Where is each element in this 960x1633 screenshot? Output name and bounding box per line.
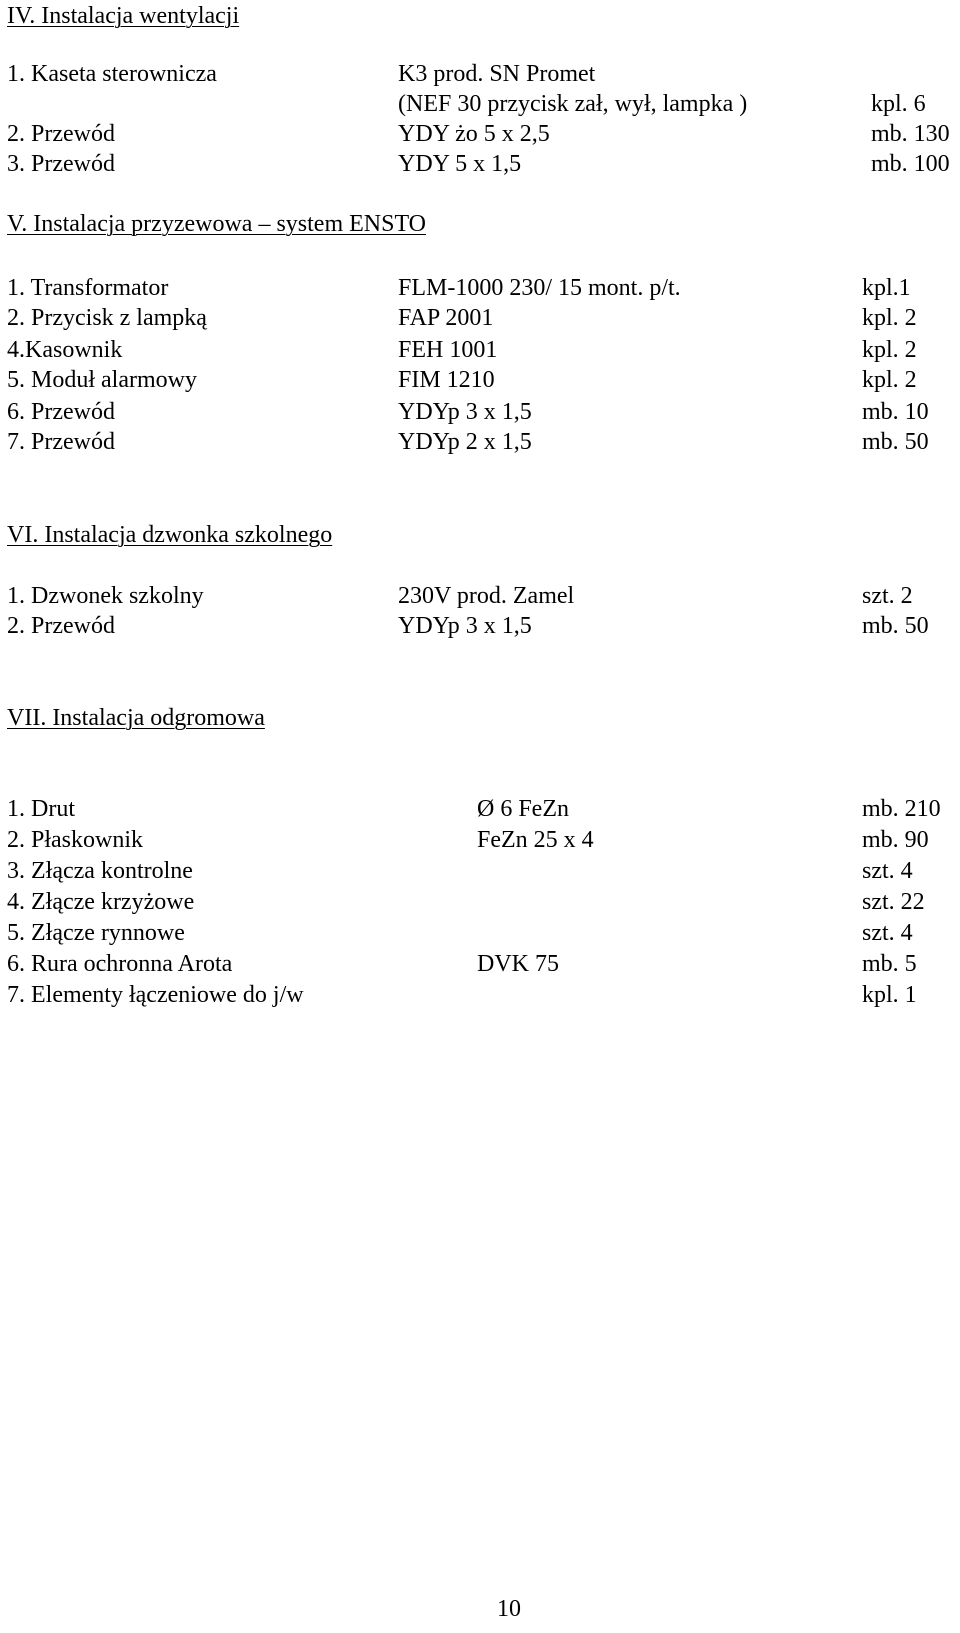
item-name: 6. Przewód (7, 399, 115, 425)
list-item (0, 580, 960, 612)
item-qty: kpl. 1 (862, 982, 917, 1008)
item-name: 7. Przewód (7, 429, 115, 455)
item-qty: kpl. 2 (862, 367, 917, 393)
item-qty: mb. 130 (871, 121, 950, 147)
item-name: 4.Kasownik (7, 337, 123, 363)
item-qty: szt. 22 (862, 889, 925, 915)
list-item (0, 396, 960, 428)
item-spec: FIM 1210 (398, 367, 495, 393)
list-item (0, 334, 960, 366)
item-spec: YDY żo 5 x 2,5 (398, 121, 550, 147)
item-qty: szt. 2 (862, 583, 913, 609)
list-item (0, 58, 960, 90)
list-item (0, 886, 960, 918)
item-name: 7. Elementy łączeniowe do j/w (7, 982, 304, 1008)
item-name: 1. Transformator (7, 275, 169, 301)
item-qty: szt. 4 (862, 858, 913, 884)
item-spec: FAP 2001 (398, 305, 494, 331)
list-item (0, 272, 960, 304)
item-name: 5. Moduł alarmowy (7, 367, 197, 393)
item-spec: FeZn 25 x 4 (477, 827, 594, 853)
list-item (0, 118, 960, 150)
list-item (0, 302, 960, 334)
item-qty: mb. 10 (862, 399, 929, 425)
item-qty: mb. 50 (862, 613, 929, 639)
item-spec: YDYp 3 x 1,5 (398, 613, 532, 639)
item-qty: kpl.1 (862, 275, 911, 301)
item-spec: K3 prod. SN Promet (398, 61, 596, 87)
list-item (0, 88, 960, 120)
item-name: 2. Przewód (7, 121, 115, 147)
item-qty: kpl. 2 (862, 337, 917, 363)
section-iv-heading: IV. Instalacja wentylacji (7, 3, 240, 29)
item-name: 3. Złącza kontrolne (7, 858, 193, 884)
item-spec: YDYp 2 x 1,5 (398, 429, 532, 455)
item-name: 1. Dzwonek szkolny (7, 583, 204, 609)
item-qty: mb. 100 (871, 151, 950, 177)
item-spec: Ø 6 FeZn (477, 796, 569, 822)
list-item (0, 610, 960, 642)
item-qty: mb. 90 (862, 827, 929, 853)
item-name: 4. Złącze krzyżowe (7, 889, 195, 915)
item-name: 1. Kaseta sterownicza (7, 61, 217, 87)
list-item (0, 148, 960, 180)
section-v-heading: V. Instalacja przyzewowa – system ENSTO (7, 211, 427, 237)
item-spec: YDYp 3 x 1,5 (398, 399, 532, 425)
item-qty: mb. 5 (862, 951, 917, 977)
section-vi-heading: VI. Instalacja dzwonka szkolnego (7, 522, 333, 548)
list-item (0, 855, 960, 887)
item-qty: szt. 4 (862, 920, 913, 946)
item-qty: kpl. 2 (862, 305, 917, 331)
list-item (0, 793, 960, 825)
list-item (0, 948, 960, 980)
item-name: 1. Drut (7, 796, 75, 822)
section-vii-heading: VII. Instalacja odgromowa (7, 705, 265, 731)
item-name: 2. Przewód (7, 613, 115, 639)
item-name: 2. Płaskownik (7, 827, 144, 853)
item-spec: 230V prod. Zamel (398, 583, 575, 609)
item-name: 5. Złącze rynnowe (7, 920, 185, 946)
item-qty: mb. 50 (862, 429, 929, 455)
list-item (0, 364, 960, 396)
item-spec: FLM-1000 230/ 15 mont. p/t. (398, 275, 681, 301)
list-item (0, 979, 960, 1011)
list-item (0, 426, 960, 458)
item-spec: DVK 75 (477, 951, 559, 977)
item-name: 3. Przewód (7, 151, 115, 177)
item-spec: FEH 1001 (398, 337, 498, 363)
item-qty: kpl. 6 (871, 91, 926, 117)
item-spec: YDY 5 x 1,5 (398, 151, 522, 177)
item-qty: mb. 210 (862, 796, 941, 822)
list-item (0, 824, 960, 856)
page-number: 10 (497, 1596, 521, 1622)
list-item (0, 917, 960, 949)
item-spec: (NEF 30 przycisk zał, wył, lampka ) (398, 91, 748, 117)
item-name: 6. Rura ochronna Arota (7, 951, 233, 977)
item-name: 2. Przycisk z lampką (7, 305, 207, 331)
